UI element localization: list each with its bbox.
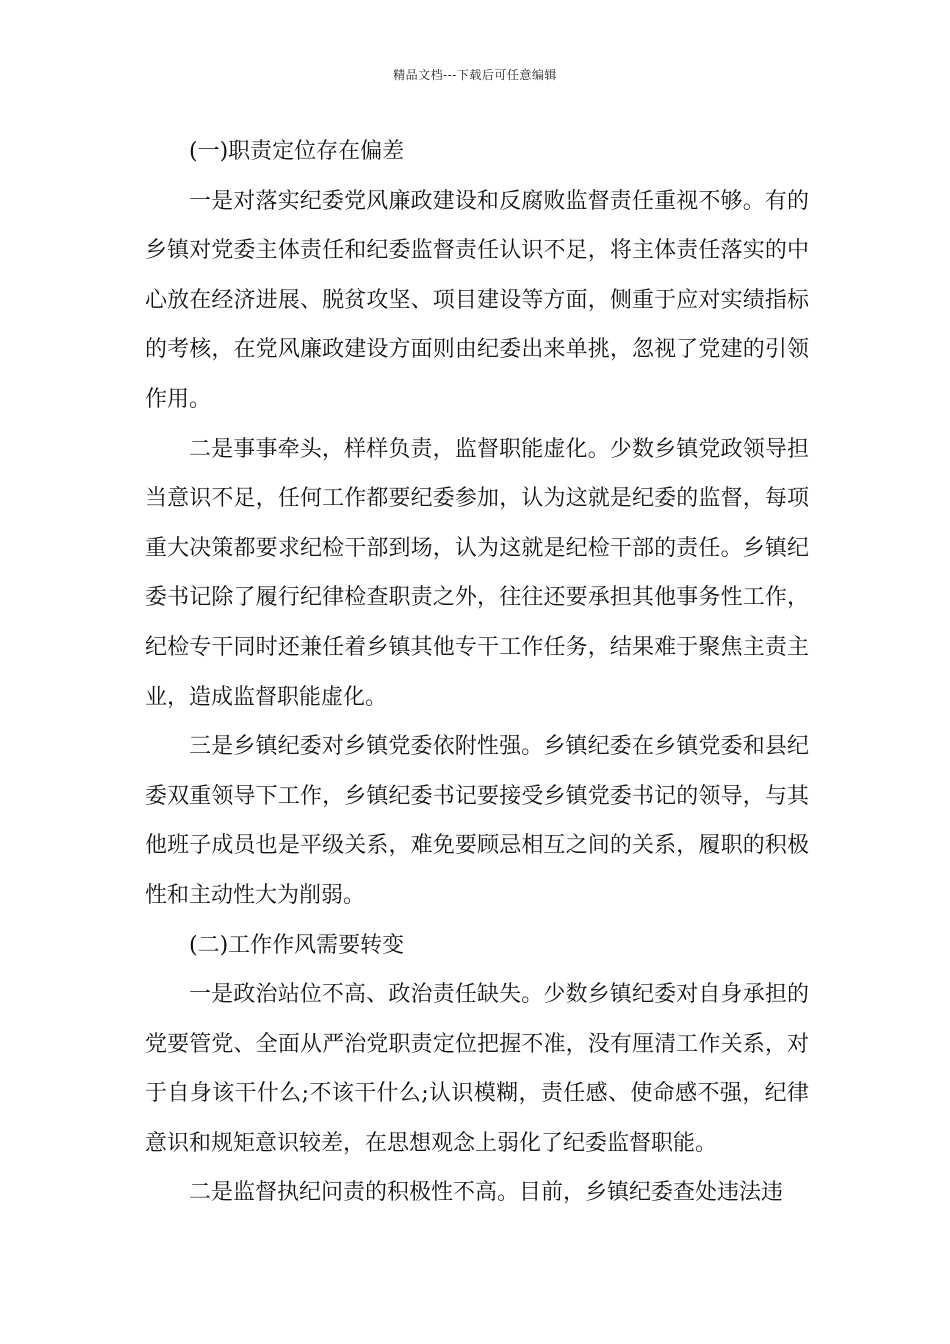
paragraph: 三是乡镇纪委对乡镇党委依附性强。乡镇纪委在乡镇党委和县纪委双重领导下工作，乡镇纪委书记要接受乡镇党委书记的领导，与其他班子成员也是平级关系，难免要顾忌相互之间的关系，履职的积极性和主动性大为削弱。: [145, 734, 809, 908]
paragraph: 二是事事牵头，样样负责，监督职能虚化。少数乡镇党政领导担当意识不足，任何工作都要纪委参加，认为这就是纪委的监督，每项重大决策都要求纪检干部到场，认为这就是纪检干部的责任。乡镇纪委书记除了履行纪律检查职责之外，往往还要承担其他事务性工作，纪检专干同时还兼任着乡镇其他专干工作任务，结果难于聚焦主责主业，造成监督职能虚化。: [145, 436, 809, 710]
paragraph: 一是对落实纪委党风廉政建设和反腐败监督责任重视不够。有的乡镇对党委主体责任和纪委监督责任认识不足，将主体责任落实的中心放在经济进展、脱贫攻坚、项目建设等方面，侧重于应对实绩指标的考核，在党风廉政建设方面则由纪委出来单挑，忽视了党建的引领作用。: [145, 188, 809, 412]
document-body: [145, 127, 809, 1218]
paragraph: 二是监督执纪问责的积极性不高。目前，乡镇纪委查处违法违: [189, 1180, 784, 1206]
paragraph: 一是政治站位不高、政治责任缺失。少数乡镇纪委对自身承担的党要管党、全面从严治党职责定位把握不准，没有厘清工作关系，对于自身该干什么;不该干什么;认识模糊，责任感、使命感不强，纪律意识和规矩意识较差，在思想观念上弱化了纪委监督职能。: [145, 982, 809, 1156]
page-header: 精品文档---下载后可任意编辑: [393, 68, 557, 82]
section-heading: (一)职责定位存在偏差: [189, 139, 405, 164]
section-heading: (二)工作作风需要转变: [189, 932, 405, 958]
